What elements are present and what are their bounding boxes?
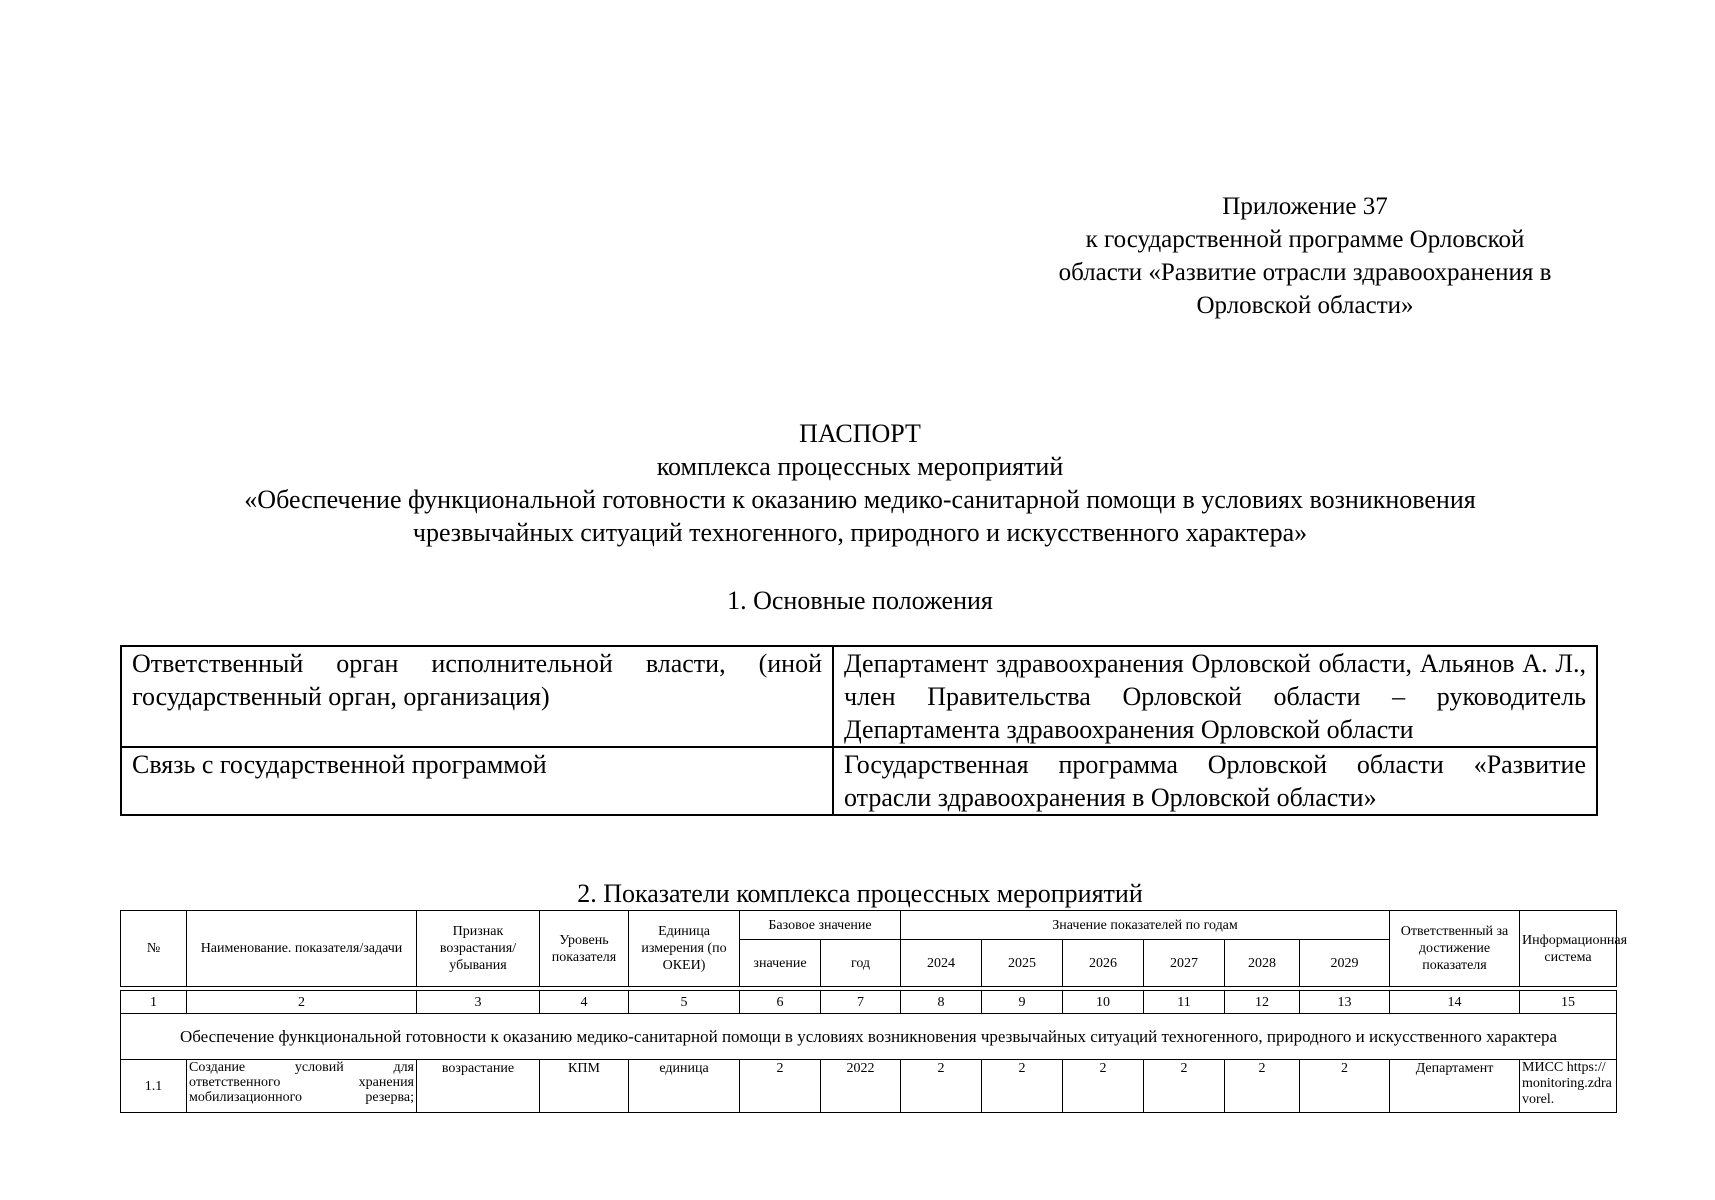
column-number: 4 (540, 991, 629, 1014)
column-number: 12 (1225, 991, 1300, 1014)
row-value: 2 (901, 1060, 982, 1113)
passport-heading (120, 417, 1600, 549)
passport-title: ПАСПОРТ (799, 419, 921, 448)
row-value: 2 (1144, 1060, 1225, 1113)
column-numbers-row (121, 991, 1617, 1014)
table-row (121, 747, 1597, 815)
table-header-row (121, 911, 1617, 940)
header-year: 2027 (1144, 940, 1225, 987)
passport-subtitle: комплекса процессных мероприятий (656, 452, 1064, 481)
row-base-year: 2022 (821, 1060, 901, 1113)
header-unit: Единица измерения (по ОКЕИ) (629, 911, 740, 987)
row-num: 1.1 (121, 1060, 187, 1113)
header-name: Наименование. показателя/задачи (187, 911, 417, 987)
row-value: 2 (1063, 1060, 1144, 1113)
header-num: № (121, 911, 187, 987)
header-base-value: значение (740, 940, 821, 987)
passport-name-line: «Обеспечение функциональной готовности к оказанию медико-санитарной помощи в условиях возникновения (244, 485, 1476, 514)
provision-label: Ответственный орган исполнительной власти, (иной государственный орган, организация) (121, 646, 833, 747)
column-number: 7 (821, 991, 901, 1014)
header-year: 2026 (1063, 940, 1144, 987)
appendix-line: к государственной программе Орловской (1085, 226, 1525, 253)
header-base-year: год (821, 940, 901, 987)
column-number: 8 (901, 991, 982, 1014)
row-value: 2 (1225, 1060, 1300, 1113)
column-number: 5 (629, 991, 740, 1014)
appendix-line: области «Развитие отрасли здравоохранения в (1058, 259, 1552, 286)
header-responsible: Ответственный за достижение показателя (1390, 911, 1520, 987)
header-years-group: Значение показателей по годам (901, 911, 1390, 940)
header-year: 2025 (982, 940, 1063, 987)
main-provisions-table (120, 645, 1598, 816)
header-info: Информационная система (1520, 911, 1617, 987)
row-info: МИСС https://monitoring.zdravorel. (1520, 1060, 1617, 1113)
column-number: 14 (1390, 991, 1520, 1014)
column-number: 2 (187, 991, 417, 1014)
column-number: 10 (1063, 991, 1144, 1014)
column-number: 15 (1520, 991, 1617, 1014)
passport-name-line: чрезвычайных ситуаций техногенного, природного и искусственного характера» (412, 518, 1308, 547)
column-number: 9 (982, 991, 1063, 1014)
appendix-note (1005, 190, 1605, 322)
column-number: 11 (1144, 991, 1225, 1014)
provision-label: Связь с государственной программой (121, 747, 833, 815)
row-responsible: Департамент (1390, 1060, 1520, 1113)
column-number: 6 (740, 991, 821, 1014)
row-level: КПМ (540, 1060, 629, 1113)
column-number: 1 (121, 991, 187, 1014)
header-base: Базовое значение (740, 911, 901, 940)
task-section-row (121, 1014, 1617, 1060)
column-number: 3 (417, 991, 540, 1014)
section2-heading: 2. Показатели комплекса процессных мероприятий (577, 879, 1143, 908)
header-year: 2024 (901, 940, 982, 987)
indicators-table (120, 910, 1628, 1113)
row-value: 2 (982, 1060, 1063, 1113)
header-year: 2028 (1225, 940, 1300, 987)
header-sign: Признак возрастания/ убывания (417, 911, 540, 987)
row-value: 2 (1300, 1060, 1390, 1113)
row-unit: единица (629, 1060, 740, 1113)
provision-value: Департамент здравоохранения Орловской области, Альянов А. Л., член Правительства Орловской области – руководитель Департамента здравоохранения Орловской области (833, 646, 1597, 747)
row-sign: возрастание (417, 1060, 540, 1113)
row-base-value: 2 (740, 1060, 821, 1113)
table-row (121, 1060, 1617, 1113)
column-number: 13 (1300, 991, 1390, 1014)
appendix-line: Приложение 37 (1222, 193, 1388, 220)
header-year: 2029 (1300, 940, 1390, 987)
task-section-title: Обеспечение функциональной готовности к оказанию медико-санитарной помощи в условиях возникновения чрезвычайных ситуаций техногенного, природного и искусственного характера (121, 1014, 1617, 1060)
table-row (121, 646, 1597, 747)
appendix-line: Орловской области» (1196, 292, 1414, 319)
section1-heading: 1. Основные положения (727, 586, 993, 615)
header-level: Уровень показателя (540, 911, 629, 987)
row-name: Создание условий для ответственного хранения мобилизационного резерва; (187, 1060, 417, 1113)
provision-value: Государственная программа Орловской области «Развитие отрасли здравоохранения в Орловской области» (833, 747, 1597, 815)
